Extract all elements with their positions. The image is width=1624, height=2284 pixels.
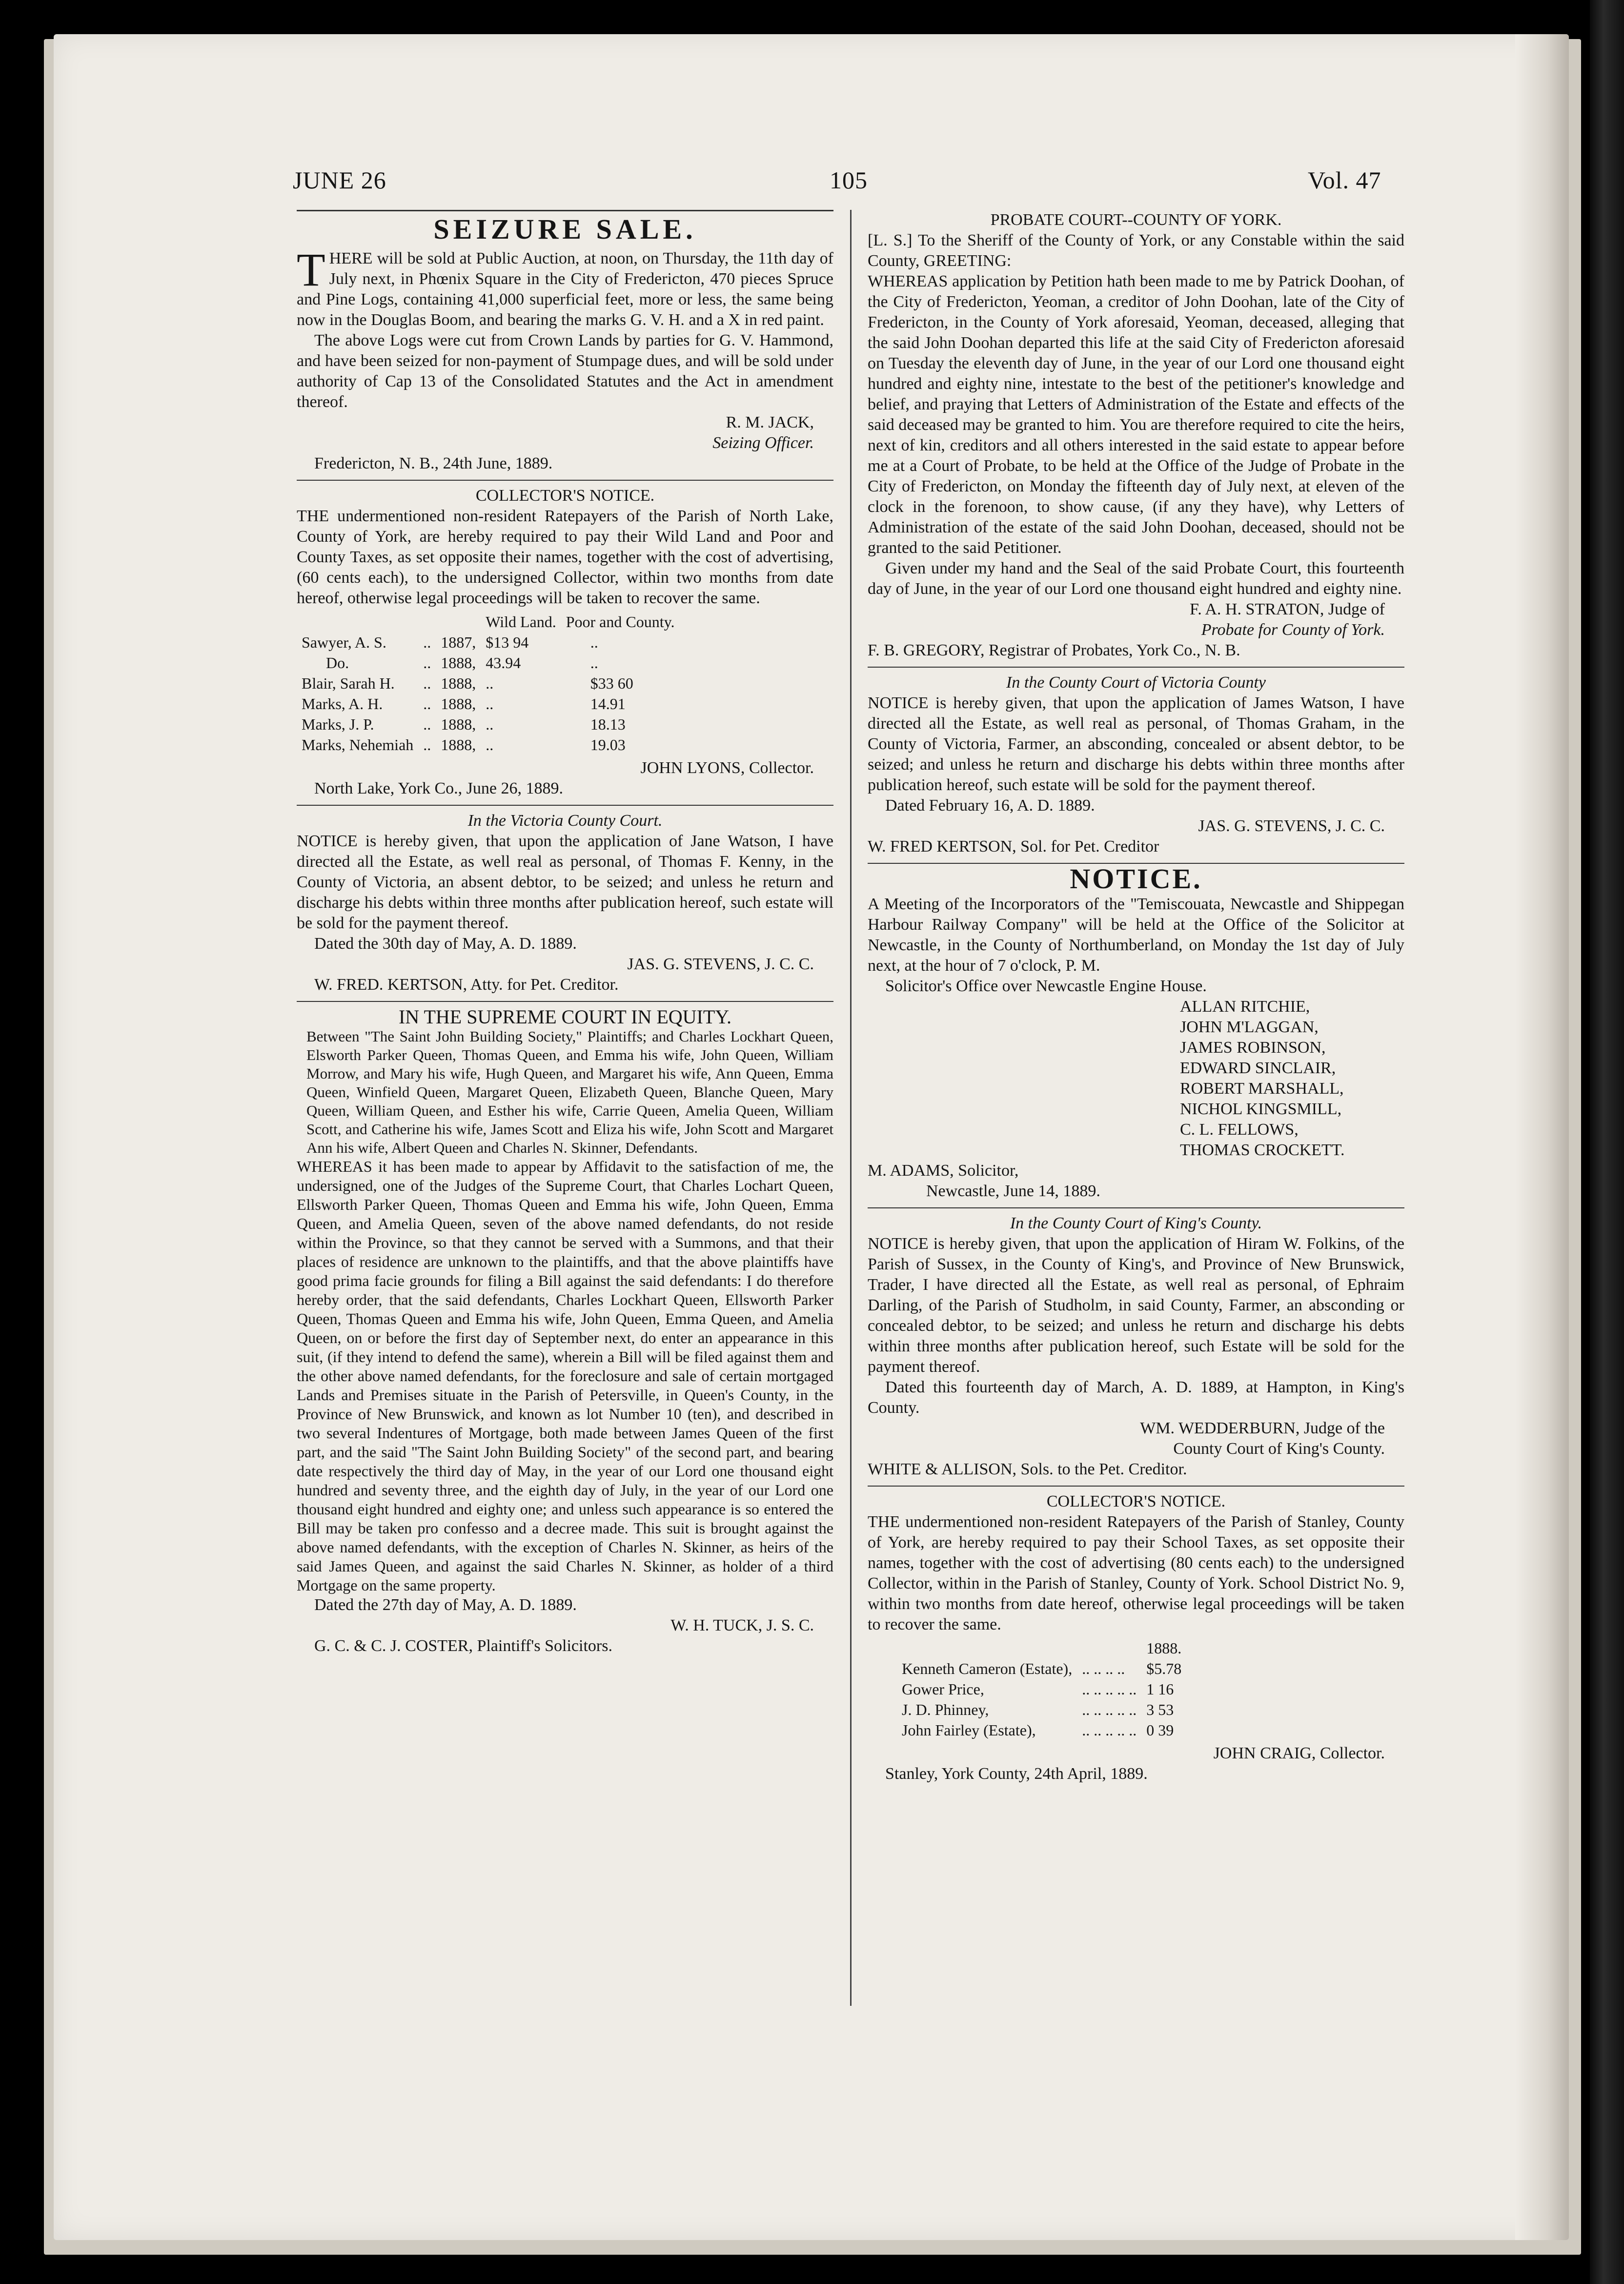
row-name: John Fairley (Estate),: [902, 1721, 1036, 1739]
row-poor: 18.13: [590, 715, 626, 733]
table-row: [297, 673, 680, 693]
row-dots: .. .. .. .. ..: [1082, 1680, 1137, 1698]
table-row: [297, 734, 680, 755]
supreme-sig: W. H. TUCK, J. S. C.: [670, 1616, 814, 1634]
row-dots: ..: [423, 674, 431, 692]
supreme-title: IN THE SUPREME COURT IN EQUITY.: [398, 1006, 732, 1028]
victoria2-body: NOTICE is hereby given, that upon the application of James Watson, I have directed all the Estate, as well real as personal, of Thomas Graham, in the County of Victoria, Farmer, an absconding, concealed or absent debtor, to be seized; and unless he return and discharge his debts within three months after publication hereof, such estate will be sold for the payment thereof.: [868, 694, 1404, 794]
row-name: Marks, A. H.: [302, 695, 383, 713]
list-item: C. L. FELLOWS,: [1180, 1121, 1299, 1139]
row-dots: .. .. .. ..: [1082, 1660, 1125, 1677]
row-wild: ..: [486, 715, 494, 733]
probate-given: Given under my hand and the Seal of the said Probate Court, this fourteenth day of June, in the year of our Lord one thousand eight hundred and eighty nine.: [868, 559, 1404, 598]
list-item: ROBERT MARSHALL,: [1180, 1080, 1344, 1098]
table-header-row: [897, 1638, 1186, 1658]
probate-sig-2: Probate for County of York.: [1201, 621, 1385, 639]
probate-title: PROBATE COURT--COUNTY OF YORK.: [990, 211, 1282, 229]
divider: [868, 1486, 1404, 1487]
row-name: Do.: [326, 654, 349, 672]
list-item: NICHOL KINGSMILL,: [1180, 1100, 1342, 1118]
collector2-table: [897, 1638, 1186, 1740]
row-poor: 14.91: [590, 695, 626, 713]
list-item: EDWARD SINCLAIR,: [1180, 1059, 1336, 1077]
notice-title: NOTICE.: [1070, 863, 1202, 895]
scan-background-edge: [1590, 0, 1624, 2284]
row-year: 1888,: [441, 654, 476, 672]
seizure-text: HERE will be sold at Public Auction, at noon, on Thursday, the 11th day of July next, in Phœnix Square in the City of Fredericton, 470 pieces Spruce and Pine Logs, containing 41,000 superficial feet, more or less, the same being now in the Douglas Boom, and bearing the marks G. V. H. and a X in red paint.: [297, 249, 833, 329]
seizure-sig-title: Seizing Officer.: [712, 434, 814, 452]
notice-office: Solicitor's Office over Newcastle Engine House.: [885, 977, 1207, 995]
table-row: [297, 714, 680, 734]
row-name: Marks, J. P.: [302, 715, 374, 733]
row-wild: ..: [486, 674, 494, 692]
victoria2-sig: JAS. G. STEVENS, J. C. C.: [1198, 817, 1385, 835]
divider: [868, 1207, 1404, 1208]
divider: [297, 805, 833, 806]
row-year: 1888,: [441, 715, 476, 733]
kings-sig-1: WM. WEDDERBURN, Judge of the: [1140, 1419, 1385, 1437]
row-dots: ..: [423, 695, 431, 713]
supreme-body: WHEREAS it has been made to appear by Affidavit to the satisfaction of me, the undersigned, one of the Judges of the Supreme Court, that Charles Lochart Queen, Ellsworth Parker Queen, Thomas Queen and Emma his wife, John Queen, Emma Queen, and Amelia Queen, seven of the above named defendants, do not reside within the Province, so that they cannot be served with a Summons, and that their places of residence are unknown to the plaintiffs, and that the above plaintiffs have good prima facie grounds for filing a Bill against the said defendants: I do therefore hereby order, that the said defendants, Charles Lockhart Queen, Ellsworth Parker Queen, Thomas Queen and Emma his wife, John Queen, Emma Queen, and Amelia Queen, on or before the first day of September next, do enter an appearance in this suit, (if they intend to defend the same), wherein a Bill will be filed against them and the other above named defendants, for the foreclosure and sale of certain mortgaged Lands and Premises situate in the Parish of Petersville, in Queen's County, in the Province of New Brunswick, and known as lot Number 10 (ten), and described in two several Indentures of Mortgage, both made between James Queen of the first part, and the said "The Saint John Building Society" of the second part, and bearing date respectively the third day of May, in the year of our Lord one thousand eight hundred and seventy three, and the eighth day of July, in the year of our Lord one thousand eight hundred and eighty one; and unless such appearance is so entered the Bill may be taken pro confesso and a decree made. This suit is brought against the above named defendants, with the exception of Charles N. Skinner, as heirs of the said James Queen, and against the said Charles N. Skinner, as holder of a third Mortgage on the same property.: [297, 1158, 833, 1594]
table-row: [897, 1720, 1186, 1740]
list-item: THOMAS CROCKETT.: [1180, 1141, 1345, 1159]
column-divider: [850, 210, 852, 2006]
column-header-poor: Poor and County.: [566, 613, 675, 631]
seizure-title: SEIZURE SALE.: [433, 213, 697, 245]
victoria1-title: In the Victoria County Court.: [467, 812, 663, 830]
seizure-date: Fredericton, N. B., 24th June, 1889.: [314, 454, 553, 472]
victoria2-date: Dated February 16, A. D. 1889.: [885, 796, 1095, 815]
kings-body: NOTICE is hereby given, that upon the application of Hiram W. Folkins, of the Parish of Sussex, in the County of King's, and Province of New Brunswick, Trader, I have directed all the Estate, as well real as personal, of Ephraim Darling, of the Parish of Studholm, in said County, Farmer, an absconding or concealed debtor, to be seized; and unless he return and discharge his debts within three months after publication hereof, such Estate will be sold for the payment thereof.: [868, 1235, 1404, 1376]
seizure-body: [297, 244, 833, 330]
seizure-dropcap: T: [297, 244, 325, 296]
row-year: 1888,: [441, 674, 476, 692]
collector2-body: THE undermentioned non-resident Ratepayers of the Parish of Stanley, County of York, are hereby required to pay their School Taxes, as set opposite their names, together with the cost of advertising (80 cents each) to the undersigned Collector, within in the Parish of Stanley, County of York. School District No. 9, within two months from date hereof, otherwise legal proceedings will be taken to recover the same.: [868, 1513, 1404, 1633]
collector2-title: COLLECTOR'S NOTICE.: [1046, 1492, 1226, 1510]
row-wild: ..: [486, 736, 494, 754]
row-wild: ..: [486, 695, 494, 713]
table-header-row: [297, 612, 680, 632]
header-date: JUNE 26: [293, 166, 386, 194]
row-dots: ..: [423, 633, 431, 651]
victoria1-sig: JAS. G. STEVENS, J. C. C.: [627, 955, 814, 973]
collector1-body: THE undermentioned non-resident Ratepayers of the Parish of North Lake, County of York, are hereby required to pay their Wild Land and Poor and County Taxes, as set opposite their names, together with the cost of advertising, (60 cents each), to the undersigned Collector, within two months from date hereof, otherwise legal proceedings will be taken to recover the same.: [297, 507, 833, 607]
notice-names: [868, 997, 1404, 1161]
kings-title: In the County Court of King's County.: [1010, 1214, 1262, 1232]
row-poor: ..: [590, 654, 598, 672]
top-rule: [297, 210, 833, 211]
notice-date: Newcastle, June 14, 1889.: [926, 1182, 1100, 1200]
collector1-table: [297, 612, 680, 755]
divider: [868, 667, 1404, 668]
page-number: 105: [830, 166, 868, 194]
row-wild: $13 94: [486, 633, 529, 651]
collector1-sig: JOHN LYONS, Collector.: [640, 759, 814, 777]
row-amount: 0 39: [1146, 1721, 1174, 1739]
volume-number: Vol. 47: [1308, 166, 1381, 194]
victoria1-body: NOTICE is hereby given, that upon the application of Jane Watson, I have directed all the Estate, as well real as personal, of Thomas F. Kenny, in the County of Victoria, an absent debtor, to be seized; and unless he return and discharge his debts within three months after publication hereof, such estate will be sold for the payment thereof.: [297, 832, 833, 932]
kings-date: Dated this fourteenth day of March, A. D. 1889, at Hampton, in King's County.: [868, 1378, 1404, 1417]
row-dots: ..: [423, 736, 431, 754]
row-year: 1887,: [441, 633, 476, 651]
supreme-solicitors: G. C. & C. J. COSTER, Plaintiff's Solicitors.: [314, 1637, 612, 1655]
row-amount: 3 53: [1146, 1701, 1174, 1718]
collector1-date: North Lake, York Co., June 26, 1889.: [314, 779, 563, 797]
victoria2-title: In the County Court of Victoria County: [1006, 673, 1266, 692]
row-name: Gower Price,: [902, 1680, 984, 1698]
row-poor: ..: [590, 633, 598, 651]
right-column: [868, 210, 1404, 1784]
table-row: [897, 1679, 1186, 1699]
table-row: [297, 693, 680, 714]
victoria1-atty: W. FRED. KERTSON, Atty. for Pet. Creditor.: [314, 976, 619, 994]
probate-registrar: F. B. GREGORY, Registrar of Probates, York Co., N. B.: [868, 641, 1240, 659]
column-header-year: 1888.: [1146, 1639, 1182, 1657]
supreme-date: Dated the 27th day of May, A. D. 1889.: [314, 1596, 577, 1614]
left-column: [297, 210, 833, 1656]
table-row: [297, 632, 680, 653]
collector2-date: Stanley, York County, 24th April, 1889.: [885, 1765, 1148, 1783]
list-item: JOHN M'LAGGAN,: [1180, 1018, 1319, 1036]
table-row: [297, 653, 680, 673]
row-dots: .. .. .. .. ..: [1082, 1721, 1137, 1739]
row-dots: .. .. .. .. ..: [1082, 1701, 1137, 1718]
row-name: Kenneth Cameron (Estate),: [902, 1660, 1073, 1677]
kings-sols: WHITE & ALLISON, Sols. to the Pet. Creditor.: [868, 1460, 1187, 1478]
table-row: [897, 1699, 1186, 1720]
row-name: Marks, Nehemiah: [302, 736, 414, 754]
row-wild: 43.94: [486, 654, 521, 672]
row-dots: ..: [423, 654, 431, 672]
row-name: Sawyer, A. S.: [302, 633, 386, 651]
row-name: J. D. Phinney,: [902, 1701, 989, 1718]
table-row: [897, 1658, 1186, 1679]
row-name: Blair, Sarah H.: [302, 674, 395, 692]
row-amount: $5.78: [1146, 1660, 1182, 1677]
collector2-sig: JOHN CRAIG, Collector.: [1213, 1744, 1385, 1762]
divider: [297, 1001, 833, 1002]
supreme-parties: Between "The Saint John Building Society," Plaintiffs; and Charles Lockhart Queen, Elsworth Parker Queen, Thomas Queen, and Emma his wife, John Queen, William Morrow, and Mary his wife, Hugh Queen, and Margaret his wife, Ann Queen, Emma Queen, Winfield Queen, Margaret Queen, Elizabeth Queen, Blanche Queen, Mary Queen, William Queen, and Esther his wife, Carrie Queen, Amelia Queen, William Scott, and Catherine his wife, James Scott and Eliza his wife, John Scott and Margaret Ann his wife, Albert Queen and Charles N. Skinner, Defendants.: [306, 1028, 833, 1156]
divider: [297, 480, 833, 481]
probate-ls: [L. S.]: [868, 231, 913, 249]
column-header-wild: Wild Land.: [486, 613, 556, 631]
row-year: 1888,: [441, 736, 476, 754]
list-item: ALLAN RITCHIE,: [1180, 998, 1310, 1016]
probate-body: WHEREAS application by Petition hath been made to me by Patrick Doohan, of the City of Fredericton, Yeoman, a creditor of John Doohan, late of the City of Fredericton, in the County of York aforesaid, Yeoman, deceased, alleging that the said John Doohan departed this life at the said City of Fredericton aforesaid on Tuesday the eleventh day of June, in the year of our Lord one thousand eight hundred and eighty nine, intestate to the best of the petitioner's knowledge and belief, and praying that Letters of Administration of the Estate and effects of the said deceased may be granted to him. You are therefore required to cite the heirs, next of kin, creditors and all others interested in the said estate to appear before me at a Court of Probate, to be held at the Office of the Judge of Probate in the City of Fredericton, on Monday the fifteenth day of July next, at eleven of the clock in the forenoon, to show cause, (if any they have), why Letters of Administration of the estate of the said John Doohan, deceased, should not be granted to the said Petitioner.: [868, 272, 1404, 557]
victoria1-date: Dated the 30th day of May, A. D. 1889.: [314, 935, 577, 953]
notice-body: A Meeting of the Incorporators of the "Temiscouata, Newcastle and Shippegan Harbour Railway Company" will be held at the Office of the Solicitor at Newcastle, in the County of Northumberland, on Monday the 1st day of July next, at the hour of 7 o'clock, P. M.: [868, 895, 1404, 975]
row-amount: 1 16: [1146, 1680, 1174, 1698]
list-item: JAMES ROBINSON,: [1180, 1039, 1326, 1057]
row-poor: $33 60: [590, 674, 633, 692]
collector1-title: COLLECTOR'S NOTICE.: [475, 487, 655, 505]
kings-sig-2: County Court of King's County.: [1173, 1440, 1385, 1458]
probate-address-text: To the Sheriff of the County of York, or any Constable within the said County, GREETING:: [868, 231, 1404, 270]
seizure-sig-name: R. M. JACK,: [726, 413, 814, 431]
victoria2-atty: W. FRED KERTSON, Sol. for Pet. Creditor: [868, 837, 1159, 856]
row-poor: 19.03: [590, 736, 626, 754]
probate-address: [868, 230, 1404, 271]
seizure-body-2: The above Logs were cut from Crown Lands by parties for G. V. Hammond, and have been seized for non-payment of Stumpage dues, and will be sold under authority of Cap 13 of the Consolidated Statutes and the Act in amendment thereof.: [297, 331, 833, 411]
row-year: 1888,: [441, 695, 476, 713]
page-content: [273, 146, 1425, 2050]
row-dots: ..: [423, 715, 431, 733]
notice-solicitor: M. ADAMS, Solicitor,: [868, 1162, 1019, 1180]
page-curl: [1515, 34, 1569, 2240]
probate-sig-1: F. A. H. STRATON, Judge of: [1190, 600, 1385, 618]
